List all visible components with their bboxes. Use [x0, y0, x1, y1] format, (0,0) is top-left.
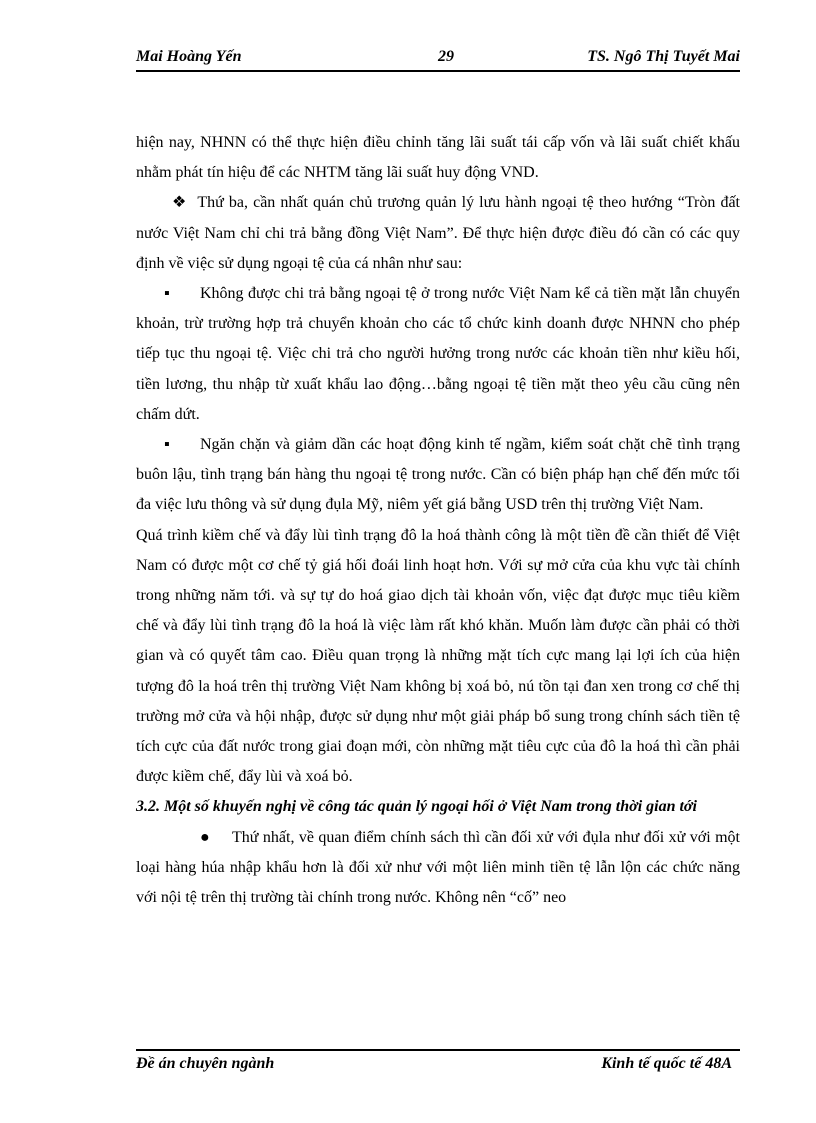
- paragraph-continuation: hiện nay, NHNN có thể thực hiện điều chỉnh tăng lãi suất tái cấp vốn và lãi suất chiết khấu nhằm phát tín hiệu để các NHTM tăng lãi suất huy động VND.: [136, 134, 740, 182]
- section-heading: 3.2. Một số khuyến nghị về công tác quản lý ngoại hối ở Việt Nam trong thời gian tới: [136, 798, 697, 816]
- header-page-number: 29: [438, 48, 454, 65]
- list-item-text: Ngăn chặn và giảm dần các hoạt động kinh tế ngầm, kiểm soát chặt chẽ tình trạng buôn lậu, tình trạng bán hàng thu ngoại tệ trong nước. Cần có biện pháp hạn chế đến mức tối đa việc lưu thông và sử dụng đụla Mỹ, niêm yết giá bằng USD trên thị trường Việt Nam.: [136, 436, 740, 514]
- paragraph-text: Thứ ba, cần nhất quán chủ trương quản lý lưu hành ngoại tệ theo hướng “Tròn đất nước Việt Nam chỉ chi trả bằng đồng Việt Nam”. Để thực hiện được điều đó cần có các quy định về việc sử dụng ngoại tệ của cá nhân như sau:: [136, 194, 741, 272]
- paragraph-third-point: [136, 188, 740, 279]
- dot-bullet-icon: ●: [200, 828, 210, 846]
- header-rule: [136, 70, 740, 72]
- list-item: [136, 823, 740, 914]
- list-item-text: Thứ nhất, về quan điểm chính sách thì cần đối xử với đụla như đối xử với một loại hàng húa nhập khẩu hơn là đối xử như với một liên minh tiền tệ lẫn lộn các chức năng với nội tệ trên thị trường tài chính trong nước. Không nên “cố” neo: [136, 828, 740, 907]
- header-author: Mai Hoàng Yến: [136, 48, 242, 65]
- page-header: [136, 48, 740, 70]
- paragraph-conclusion: Quá trình kiềm chế và đẩy lùi tình trạng đô la hoá thành công là một tiền đề cần thiết để Việt Nam có được một cơ chế tỷ giá hối đoái linh hoạt hơn. Với sự mở cửa của khu vực tài chính trong những năm tới. và sự tự do hoá giao dịch tài khoản vốn, việc đạt được mục tiêu kiềm chế và đẩy lùi tình trạng đô la hoá là việc làm rất khó khăn. Muốn làm được cần phải có thời gian và có quyết tâm cao. Điều quan trọng là những mặt tích cực mang lại lợi ích của hiện tượng đô la hoá trên thị trường Việt Nam không bị xoá bỏ, nú tồn tại đan xen trong cơ chế thị trường mở cửa và hội nhập, được sử dụng như một giải pháp bổ sung trong chính sách tiền tệ tích cực của đất nước trong giai đoạn mới, còn những mặt tiêu cực của đô la hoá thì cần phải được kiềm chế, đẩy lùi và xoá bỏ.: [136, 526, 740, 786]
- square-bullet-icon: ▪: [164, 285, 170, 303]
- square-bullet-icon: ▪: [164, 436, 170, 454]
- list-item: [136, 430, 740, 521]
- list-item: [136, 279, 740, 430]
- footer-right: Kinh tế quốc tế 48A: [601, 1055, 732, 1072]
- list-item-text: Không được chi trả bằng ngoại tệ ở trong nước Việt Nam kể cả tiền mặt lẫn chuyển khoản, trừ trường hợp trả chuyển khoản cho các tổ chức kinh doanh được NHNN cho phép tiếp tục thu ngoại tệ. Việc chi trả cho người hưởng trong nước các khoản tiền như kiều hối, tiền lương, thu nhập từ xuất khẩu lao động…bằng ngoại tệ tiền mặt theo yêu cầu cũng nên chấm dứt.: [136, 285, 740, 423]
- header-supervisor: TS. Ngô Thị Tuyết Mai: [587, 48, 740, 65]
- diamond-bullet-icon: ❖: [172, 194, 188, 212]
- page-footer: [136, 1055, 740, 1077]
- footer-rule: [136, 1049, 740, 1051]
- page-body: [136, 128, 740, 913]
- footer-left: Đề án chuyên ngành: [136, 1055, 275, 1072]
